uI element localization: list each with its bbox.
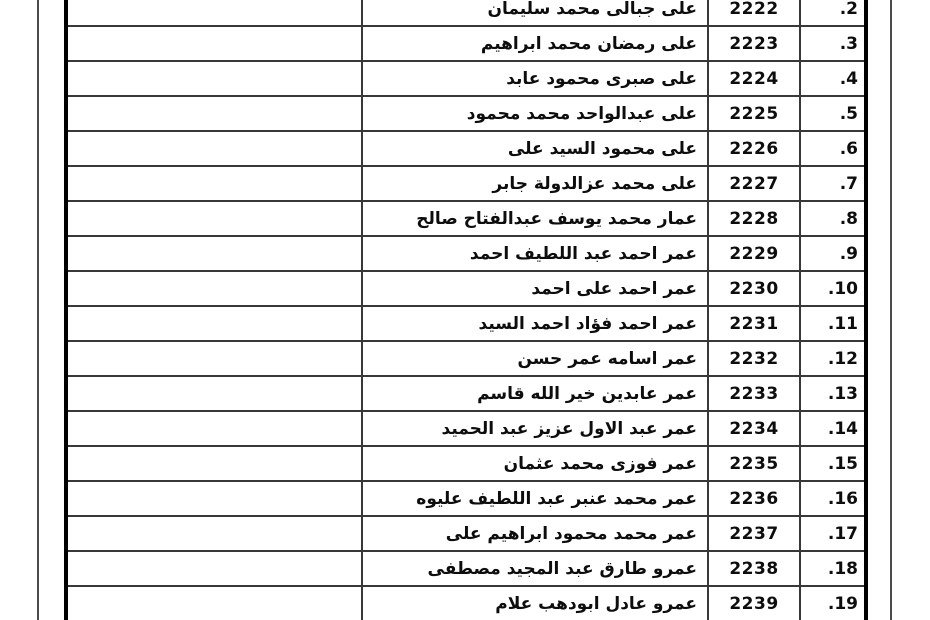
code-cell: 2235	[708, 446, 800, 481]
table-row	[66, 551, 866, 586]
notes-cell	[66, 26, 362, 61]
rank-cell: 11.	[800, 306, 866, 341]
rank-cell: 2.	[800, 0, 866, 26]
notes-cell	[66, 516, 362, 551]
table-row	[66, 166, 866, 201]
name-cell: عمر عابدين خير الله قاسم	[362, 376, 708, 411]
rank-cell: 13.	[800, 376, 866, 411]
rank-cell: 16.	[800, 481, 866, 516]
code-cell: 2225	[708, 96, 800, 131]
notes-cell	[66, 376, 362, 411]
notes-cell	[66, 201, 362, 236]
code-cell: 2230	[708, 271, 800, 306]
notes-cell	[66, 481, 362, 516]
page-frame-left-line	[37, 0, 39, 620]
rank-cell: 12.	[800, 341, 866, 376]
rank-cell: 10.	[800, 271, 866, 306]
table-row	[66, 61, 866, 96]
rank-cell: 6.	[800, 131, 866, 166]
notes-cell	[66, 131, 362, 166]
table-row	[66, 306, 866, 341]
code-cell: 2237	[708, 516, 800, 551]
code-cell: 2231	[708, 306, 800, 341]
notes-cell	[66, 236, 362, 271]
table-row	[66, 26, 866, 61]
name-cell: عمرو طارق عبد المجيد مصطفى	[362, 551, 708, 586]
notes-cell	[66, 0, 362, 26]
name-cell: عمر احمد فؤاد احمد السيد	[362, 306, 708, 341]
code-cell: 2239	[708, 586, 800, 620]
notes-cell	[66, 96, 362, 131]
notes-cell	[66, 411, 362, 446]
name-cell: عمر احمد عبد اللطيف احمد	[362, 236, 708, 271]
code-cell: 2238	[708, 551, 800, 586]
name-cell: عمر محمد محمود ابراهيم على	[362, 516, 708, 551]
rank-cell: 9.	[800, 236, 866, 271]
names-roster-body	[66, 0, 866, 620]
name-cell: على عبدالواحد محمد محمود	[362, 96, 708, 131]
rank-cell: 4.	[800, 61, 866, 96]
name-cell: عمار محمد يوسف عبدالفتاح صالح	[362, 201, 708, 236]
page-frame-right-line	[890, 0, 892, 620]
name-cell: على جبالى محمد سليمان	[362, 0, 708, 26]
notes-cell	[66, 341, 362, 376]
name-cell: عمر محمد عنبر عبد اللطيف عليوه	[362, 481, 708, 516]
name-cell: عمرو عادل ابودهب علام	[362, 586, 708, 620]
rank-cell: 17.	[800, 516, 866, 551]
rank-cell: 3.	[800, 26, 866, 61]
code-cell: 2234	[708, 411, 800, 446]
table-sheet	[64, 0, 864, 620]
names-roster-table	[64, 0, 868, 620]
code-cell: 2236	[708, 481, 800, 516]
table-row	[66, 481, 866, 516]
notes-cell	[66, 271, 362, 306]
name-cell: على محمد عزالدولة جابر	[362, 166, 708, 201]
table-row	[66, 586, 866, 620]
rank-cell: 8.	[800, 201, 866, 236]
code-cell: 2223	[708, 26, 800, 61]
name-cell: على صبرى محمود عابد	[362, 61, 708, 96]
name-cell: على رمضان محمد ابراهيم	[362, 26, 708, 61]
table-row	[66, 411, 866, 446]
table-row	[66, 236, 866, 271]
table-row	[66, 0, 866, 26]
code-cell: 2222	[708, 0, 800, 26]
code-cell: 2228	[708, 201, 800, 236]
name-cell: عمر عبد الاول عزيز عبد الحميد	[362, 411, 708, 446]
table-row	[66, 96, 866, 131]
code-cell: 2224	[708, 61, 800, 96]
rank-cell: 18.	[800, 551, 866, 586]
table-row	[66, 271, 866, 306]
code-cell: 2232	[708, 341, 800, 376]
table-row	[66, 341, 866, 376]
code-cell: 2227	[708, 166, 800, 201]
name-cell: على محمود السيد على	[362, 131, 708, 166]
table-row	[66, 376, 866, 411]
table-row	[66, 446, 866, 481]
table-row	[66, 516, 866, 551]
rank-cell: 7.	[800, 166, 866, 201]
notes-cell	[66, 586, 362, 620]
code-cell: 2229	[708, 236, 800, 271]
rank-cell: 5.	[800, 96, 866, 131]
notes-cell	[66, 551, 362, 586]
rank-cell: 14.	[800, 411, 866, 446]
notes-cell	[66, 306, 362, 341]
table-row	[66, 131, 866, 166]
notes-cell	[66, 166, 362, 201]
code-cell: 2226	[708, 131, 800, 166]
name-cell: عمر احمد على احمد	[362, 271, 708, 306]
code-cell: 2233	[708, 376, 800, 411]
rank-cell: 15.	[800, 446, 866, 481]
notes-cell	[66, 446, 362, 481]
name-cell: عمر فوزى محمد عثمان	[362, 446, 708, 481]
name-cell: عمر اسامه عمر حسن	[362, 341, 708, 376]
notes-cell	[66, 61, 362, 96]
table-row	[66, 201, 866, 236]
rank-cell: 19.	[800, 586, 866, 620]
